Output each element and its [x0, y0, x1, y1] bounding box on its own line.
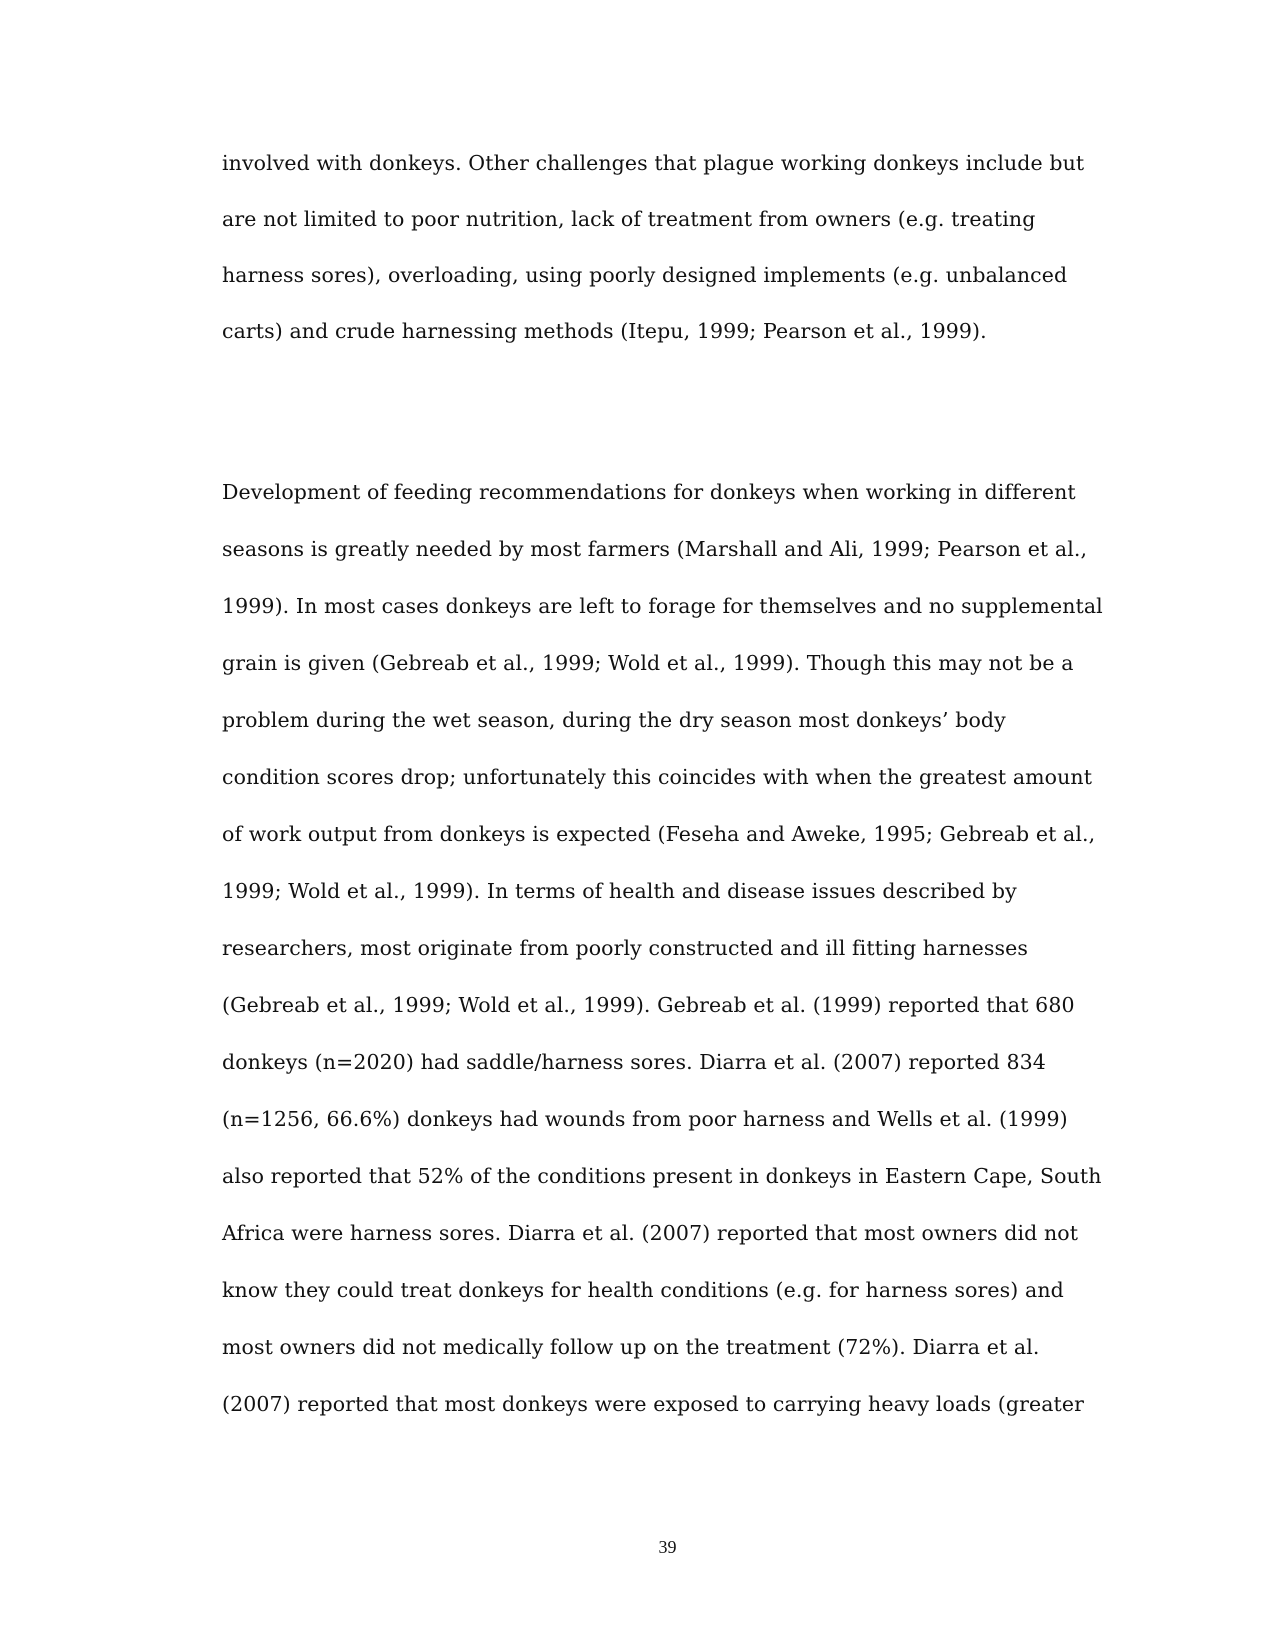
text-line: are not limited to poor nutrition, lack of treatment from owners (e.g. treating	[222, 207, 1036, 231]
text-line: grain is given (Gebreab et al., 1999; Wold et al., 1999). Though this may not be a	[222, 651, 1074, 675]
text-line: most owners did not medically follow up on the treatment (72%). Diarra et al.	[222, 1335, 1040, 1359]
text-line: 1999; Wold et al., 1999). In terms of health and disease issues described by	[222, 879, 1017, 903]
page-number: 39	[658, 1537, 677, 1557]
text-line: involved with donkeys. Other challenges that plague working donkeys include but	[222, 151, 1085, 175]
text-line: condition scores drop; unfortunately this coincides with when the greatest amount	[222, 765, 1093, 789]
text-line: harness sores), overloading, using poorly designed implements (e.g. unbalanced	[222, 263, 1068, 287]
text-line: donkeys (n=2020) had saddle/harness sores. Diarra et al. (2007) reported 834	[222, 1050, 1046, 1074]
text-line: Africa were harness sores. Diarra et al. (2007) reported that most owners did not	[222, 1221, 1079, 1245]
text-line: carts) and crude harnessing methods (Itepu, 1999; Pearson et al., 1999).	[222, 319, 987, 343]
text-line: (n=1256, 66.6%) donkeys had wounds from poor harness and Wells et al. (1999)	[222, 1107, 1068, 1131]
text-line: know they could treat donkeys for health conditions (e.g. for harness sores) and	[222, 1278, 1064, 1302]
text-line: also reported that 52% of the conditions present in donkeys in Eastern Cape, South	[222, 1164, 1102, 1188]
text-line: (2007) reported that most donkeys were exposed to carrying heavy loads (greater	[222, 1392, 1085, 1416]
text-line: of work output from donkeys is expected (Feseha and Aweke, 1995; Gebreab et al.,	[222, 822, 1096, 846]
text-line: problem during the wet season, during the dry season most donkeys’ body	[222, 708, 1006, 732]
text-line: (Gebreab et al., 1999; Wold et al., 1999). Gebreab et al. (1999) reported that 680	[222, 993, 1075, 1017]
text-line: seasons is greatly needed by most farmers (Marshall and Ali, 1999; Pearson et al.,	[222, 537, 1088, 561]
text-line: 1999). In most cases donkeys are left to forage for themselves and no supplemental	[222, 594, 1103, 618]
text-line: Development of feeding recommendations for donkeys when working in different	[222, 480, 1076, 504]
text-line: researchers, most originate from poorly constructed and ill fitting harnesses	[222, 936, 1028, 960]
